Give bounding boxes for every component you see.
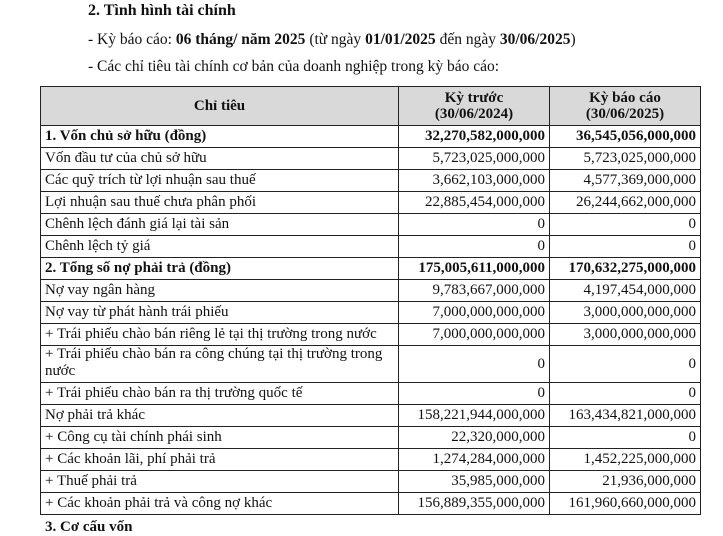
table-row xyxy=(41,214,701,236)
row-prev-value: 9,783,667,000,000 xyxy=(399,280,550,302)
row-prev-value: 32,270,582,000,000 xyxy=(399,126,550,148)
row-curr-value: 0 xyxy=(550,427,701,449)
row-label: Nợ phải trả khác xyxy=(41,405,399,427)
row-label: + Trái phiếu chào bán riêng lẻ tại thị trường trong nước xyxy=(41,324,399,346)
row-label: 1. Vốn chủ sở hữu (đồng) xyxy=(41,126,399,148)
section-title: 2. Tình hình tài chính xyxy=(88,2,236,19)
period-from-text: (từ ngày xyxy=(305,31,366,48)
table-row xyxy=(41,170,701,192)
period-prefix: - Kỳ báo cáo: xyxy=(88,31,176,48)
row-label: Nợ vay từ phát hành trái phiếu xyxy=(41,302,399,324)
period-value: 06 tháng/ năm 2025 xyxy=(175,31,306,48)
period-from-date: 01/01/2025 xyxy=(365,31,436,48)
row-curr-value: 4,577,369,000,000 xyxy=(550,170,701,192)
financial-indicators-table xyxy=(40,86,701,515)
row-label: + Công cụ tài chính phái sinh xyxy=(41,427,399,449)
header-current-period xyxy=(550,87,701,126)
row-prev-value: 0 xyxy=(399,236,550,258)
row-prev-value: 1,274,284,000,000 xyxy=(399,449,550,471)
row-label: + Các khoản phải trả và công nợ khác xyxy=(41,493,399,515)
row-curr-value: 36,545,056,000,000 xyxy=(550,126,701,148)
row-prev-value: 175,005,611,000,000 xyxy=(399,258,550,280)
row-curr-value: 4,197,454,000,000 xyxy=(550,280,701,302)
report-period-line xyxy=(88,31,576,49)
row-label: + Trái phiếu chào bán ra thị trường quốc tế xyxy=(41,383,399,405)
table-row xyxy=(41,405,701,427)
row-label: Các quỹ trích từ lợi nhuận sau thuế xyxy=(41,170,399,192)
row-curr-value: 1,452,225,000,000 xyxy=(550,449,701,471)
row-label: + Thuế phải trả xyxy=(41,471,399,493)
header-previous-period xyxy=(399,87,550,126)
row-prev-value: 22,885,454,000,000 xyxy=(399,192,550,214)
row-label: + Các khoản lãi, phí phải trả xyxy=(41,449,399,471)
header-indicator: Chỉ tiêu xyxy=(41,87,399,126)
table-row xyxy=(41,258,701,280)
period-to-text: đến ngày xyxy=(435,31,500,48)
row-curr-value: 0 xyxy=(550,214,701,236)
row-curr-value: 5,723,025,000,000 xyxy=(550,148,701,170)
header-prev-label: Kỳ trước xyxy=(444,90,504,106)
row-curr-value: 161,960,660,000,000 xyxy=(550,493,701,515)
table-row xyxy=(41,346,701,383)
table-row xyxy=(41,427,701,449)
header-curr-label: Kỳ báo cáo xyxy=(589,90,661,106)
row-prev-value: 156,889,355,000,000 xyxy=(399,493,550,515)
row-label: Lợi nhuận sau thuế chưa phân phối xyxy=(41,192,399,214)
row-label: Vốn đầu tư của chủ sở hữu xyxy=(41,148,399,170)
intro-line: - Các chỉ tiêu tài chính cơ bản của doanh nghiệp trong kỳ báo cáo: xyxy=(88,58,500,75)
table-row xyxy=(41,324,701,346)
table-header-row xyxy=(41,87,701,126)
row-label: Chênh lệch tỷ giá xyxy=(41,236,399,258)
row-prev-value: 0 xyxy=(399,346,550,383)
row-prev-value: 5,723,025,000,000 xyxy=(399,148,550,170)
row-curr-value: 21,936,000,000 xyxy=(550,471,701,493)
header-curr-date: (30/06/2025) xyxy=(585,106,665,122)
table-row xyxy=(41,493,701,515)
row-curr-value: 26,244,662,000,000 xyxy=(550,192,701,214)
row-prev-value: 0 xyxy=(399,214,550,236)
table-row xyxy=(41,236,701,258)
next-section-cut-off: 3. Cơ cấu vốn xyxy=(45,519,133,535)
row-label: + Trái phiếu chào bán ra công chúng tại thị trường trong nước xyxy=(41,346,399,383)
table-row xyxy=(41,148,701,170)
period-to-date: 30/06/2025 xyxy=(499,31,571,48)
row-prev-value: 158,221,944,000,000 xyxy=(399,405,550,427)
header-prev-date: (30/06/2024) xyxy=(434,106,514,122)
row-prev-value: 35,985,000,000 xyxy=(399,471,550,493)
row-curr-value: 170,632,275,000,000 xyxy=(550,258,701,280)
table-row xyxy=(41,126,701,148)
table-row xyxy=(41,192,701,214)
row-curr-value: 0 xyxy=(550,236,701,258)
row-prev-value: 0 xyxy=(399,383,550,405)
row-prev-value: 22,320,000,000 xyxy=(399,427,550,449)
row-curr-value: 0 xyxy=(550,346,701,383)
row-prev-value: 7,000,000,000,000 xyxy=(399,324,550,346)
table-row xyxy=(41,383,701,405)
row-prev-value: 3,662,103,000,000 xyxy=(399,170,550,192)
row-prev-value: 7,000,000,000,000 xyxy=(399,302,550,324)
table-row xyxy=(41,471,701,493)
table-row xyxy=(41,449,701,471)
row-label: 2. Tổng số nợ phải trả (đồng) xyxy=(41,258,399,280)
row-curr-value: 3,000,000,000,000 xyxy=(550,302,701,324)
period-suffix: ) xyxy=(570,31,576,48)
row-label: Nợ vay ngân hàng xyxy=(41,280,399,302)
row-curr-value: 3,000,000,000,000 xyxy=(550,324,701,346)
table-row xyxy=(41,302,701,324)
table-row xyxy=(41,280,701,302)
row-curr-value: 163,434,821,000,000 xyxy=(550,405,701,427)
row-label: Chênh lệch đánh giá lại tài sản xyxy=(41,214,399,236)
row-curr-value: 0 xyxy=(550,383,701,405)
